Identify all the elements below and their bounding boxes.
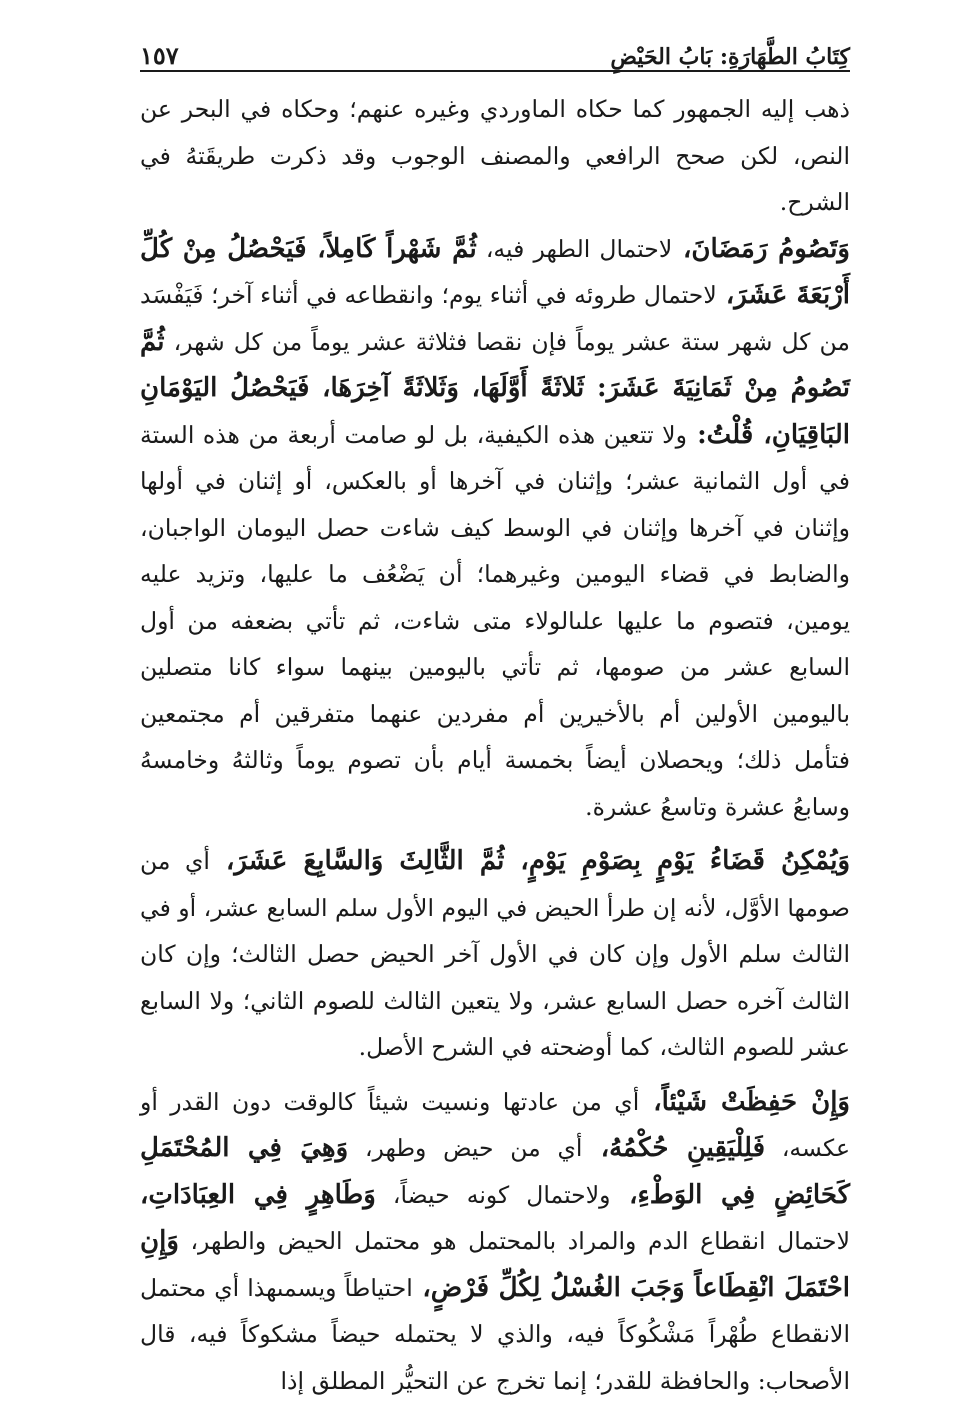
matn-text: وَطَاهِرٍ فِي العِبَادَاتِ،: [140, 1179, 376, 1210]
commentary-text: أي من حيض وطهر،: [348, 1134, 583, 1162]
page-body: [140, 86, 850, 1404]
running-head: كِتَابُ الطَّهَارَةِ: بَابُ الحَيْضِ: [610, 44, 850, 70]
matn-text: وَهِيَ فِي المُحْتَمَلِ كَحَائِضٍ فِي الوَطْءِ،: [140, 1133, 850, 1210]
paragraph: [140, 86, 850, 226]
commentary-text: ولاحتمال كونه حيضاً،: [375, 1180, 611, 1209]
commentary-text: لاحتمال طروئه في أثناء يوم؛ وانقطاعه في أثناء آخر؛ فَيَفْسَد من كل شهر ستة عشر يوماً فإن نقصا فثلاثة عشر يوماً من كل شهر،: [140, 281, 850, 356]
commentary-text: ولا تتعين هذه الكيفية، بل لو صامت أربعة من هذه الستة في أول الثمانية عشر؛ وإثنان في آخرها أو بالعكس، أو إثنان في أولها وإثنان في آخرها وإثنان في الوسط كيف شاءت حصل اليومان الواجبان، والضابط في قضاء اليومين وغيرهما؛ أن يَضْعُف ما عليها، وتزيد عليه يومين، فتصوم ما عليها علىالولاء متى شاءت، ثم تأتي بضعفه من أول السابع عشر من صومها، ثم تأتي باليومين بينهما سواء كانا متصلين باليومين الأولين أم بالأخيرين أم مفردين عنهما متفرقين أم مجتمعين فتأمل ذلك؛ ويحصلان أيضاً بخمسة أيام بأن تصوم يوماً وثالثهُ وخامسهُ وسابعُ عشرة وتاسعُ عشرة.: [140, 420, 850, 821]
matn-text: وَإِنِ احْتَمَلَ انْقِطَاعاً وَجَبَ الغُسْلُ لِكُلِّ فَرْضٍ،: [140, 1226, 850, 1303]
matn-text: وَيُمْكِنُ قَضَاءُ يَوْمٍ بِصَوْمِ يَوْمٍ، ثُمَّ الثَّالِثَ وَالسَّابِعَ عَشَرَ،: [209, 846, 851, 876]
page-header: [140, 26, 850, 72]
commentary-text: لاحتمال الطهر فيه،: [476, 234, 673, 263]
commentary-text: أي من عادتها ونسيت شيئاً كالوقت دون القدر أو عكسه،: [140, 1087, 850, 1162]
matn-text: فَلِلْيَقِينِ حُكْمُهُ،: [582, 1133, 766, 1163]
paragraph: [140, 226, 850, 831]
commentary-text: ذهب إليه الجمهور كما حكاه الماوردي وغيره عنهم؛ وحكاه في البحر عن النص، لكن صحح الرافعي والمصنف الوجوب وقد ذكرت طريقَتهُ في الشرح.: [140, 95, 850, 216]
commentary-text: احتياطاً ويسمىهذا أي محتمل الانقطاع طُهْراً مَشْكُوكاً فيه، والذي لا يحتمله حيضاً مشكوكاً فيه، قال الأصحاب: والحافظة للقدر؛ إنما تخرج عن التحيُّر المطلق إذا: [140, 1273, 850, 1395]
matn-text: وَتَصُومُ رَمَضَانَ،: [672, 233, 850, 264]
commentary-text: أي من صومها الأوَّل، لأنه إن طرأ الحيض في اليوم الأول سلم السابع عشر، أو في الثالث سلم الأول وإن كان في الأول آخر الحيض حصل الثالث؛ وإن كان الثالث آخره حصل السابع عشر، ولا يتعين الثالث للصوم الثاني؛ ولا السابع عشر للصوم الثالث، كما أوضحته في الشرح الأصل.: [140, 847, 850, 1061]
matn-text: ثُمَّ شَهْراً كَامِلاً، فَيَحْصُلُ مِنْ كُلِّ أَرْبَعَةَ عَشَرَ،: [140, 233, 850, 310]
page-number: ١٥٧: [140, 41, 179, 70]
commentary-text: لاحتمال انقطاع الدم والمراد بالمحتمل هو محتمل الحيض والطهر،: [178, 1227, 850, 1255]
matn-text: ثُمَّ تَصُومُ مِنْ ثَمَانِيَةَ عَشَرَ: ثَلاثَةً أَوَّلَهَا، وَثَلاثَةً آخِرَهَا، فَيَحْصُلُ اليَوْمَانِ البَاقِيَانِ، قُلْتُ:: [140, 326, 850, 450]
matn-text: وَإِنْ حَفِظَتْ شَيْئاً،: [639, 1086, 850, 1117]
paragraph: [140, 838, 850, 1071]
paragraph: [140, 1079, 850, 1405]
